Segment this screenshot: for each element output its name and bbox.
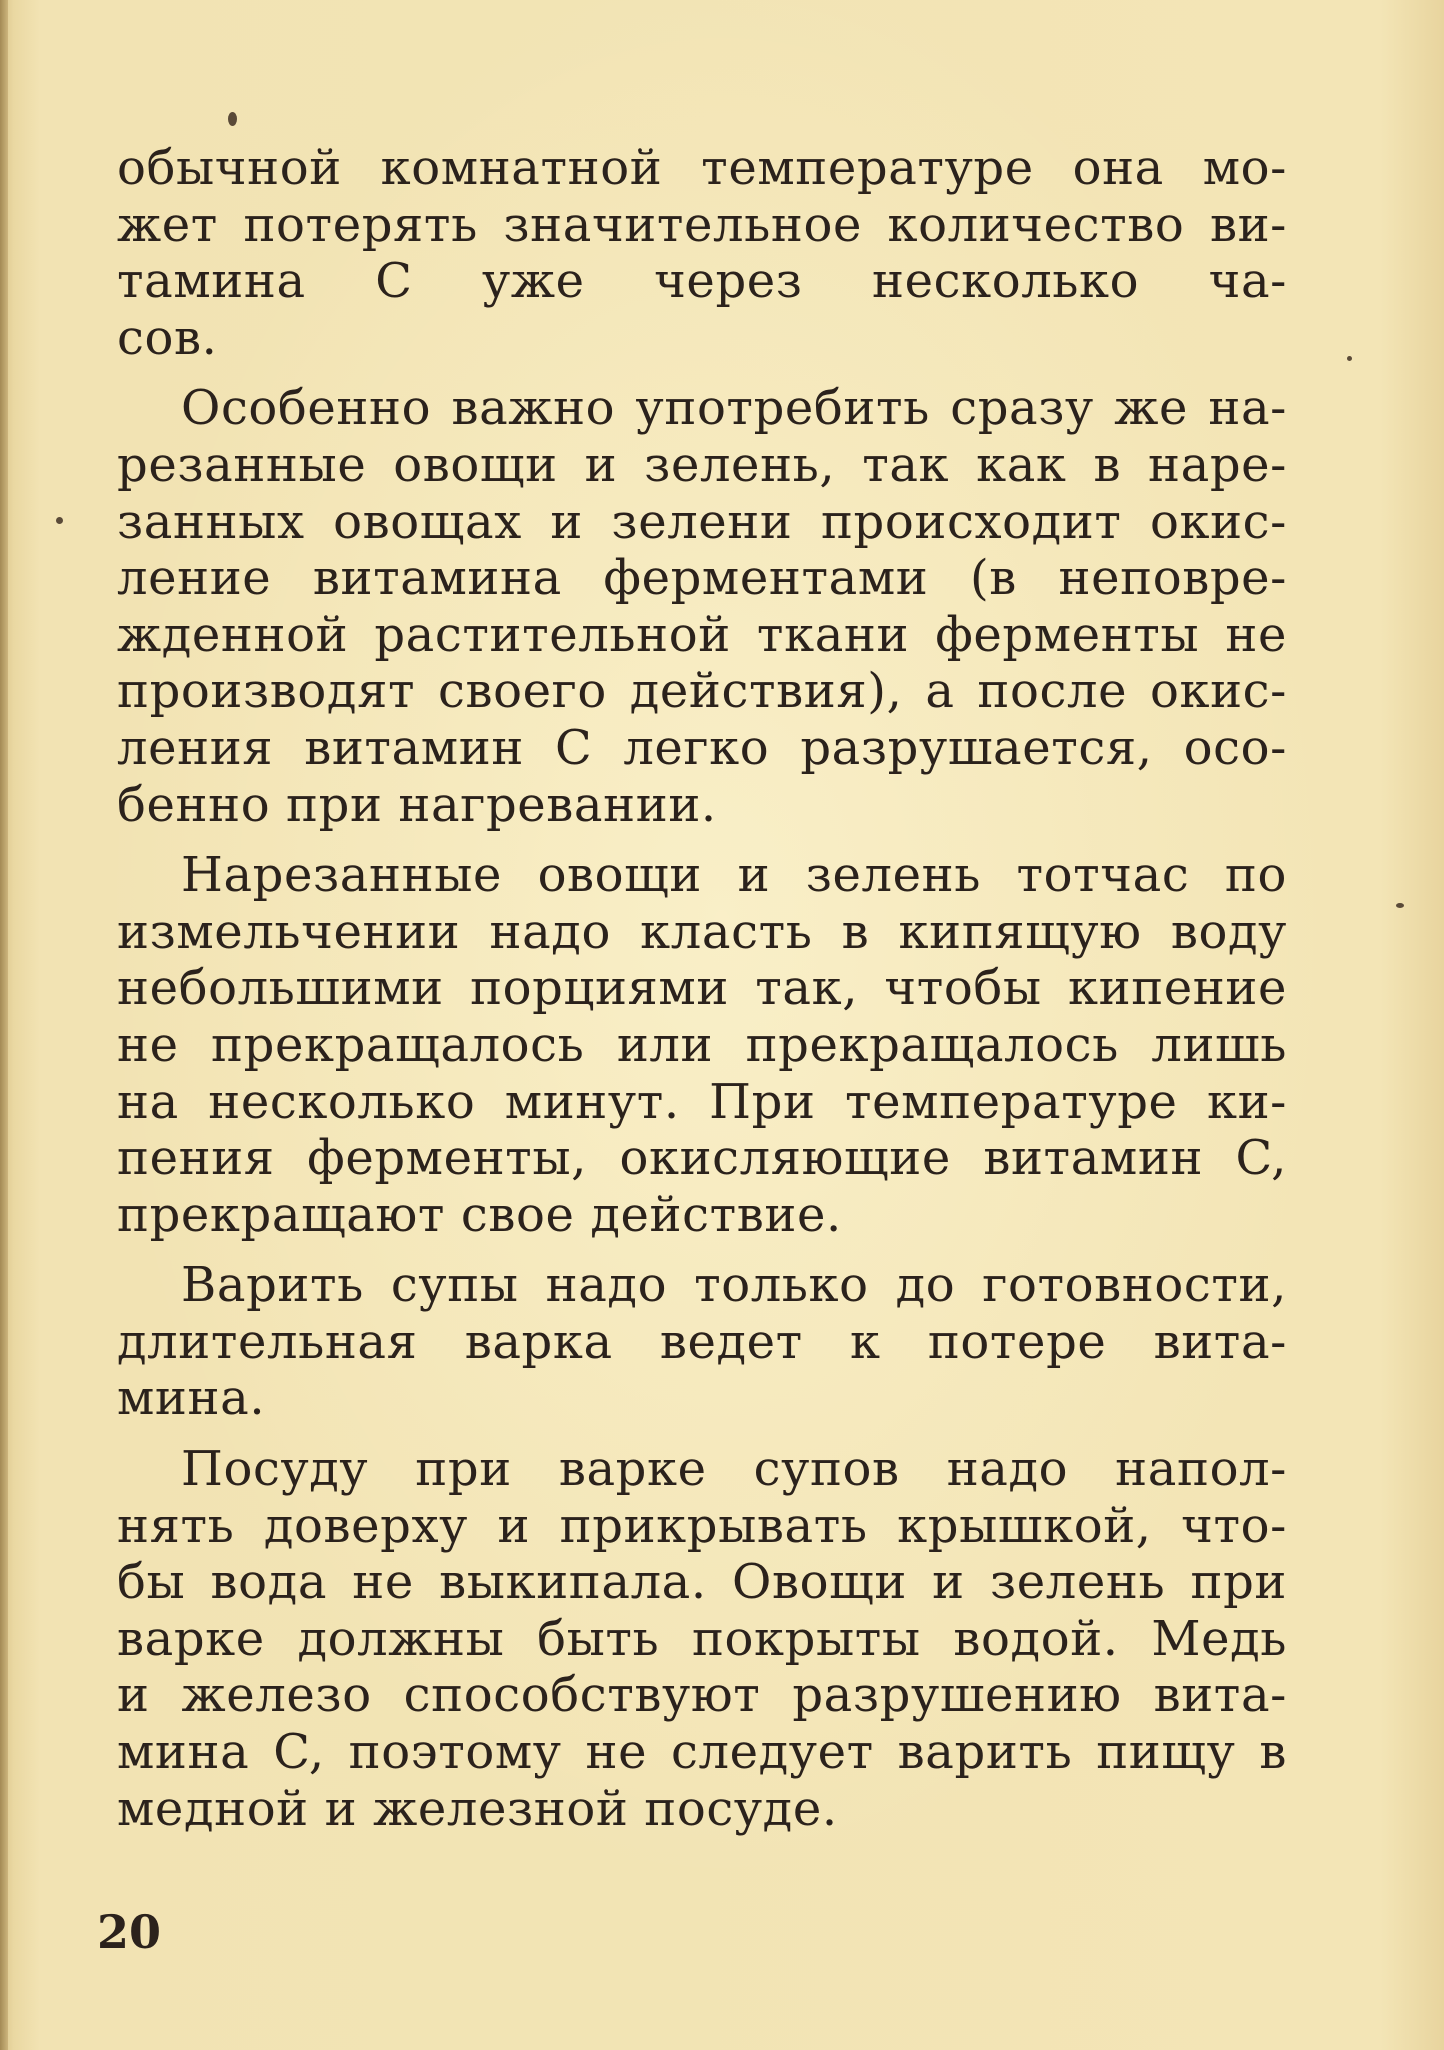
text-line: жет потерять значительное количество ви- [117,196,1287,253]
text-line: мина C, поэтому не следует варить пищу в [117,1724,1287,1781]
ink-speck [1396,903,1404,908]
text-line: и железо способствуют разрушению вита- [117,1667,1287,1724]
text-line: мина. [117,1370,266,1427]
text-line: ления витамин C легко разрушается, осо- [117,719,1287,776]
text-line: нять доверху и прикрывать крышкой, что- [117,1497,1287,1554]
text-line: бенно при нагревании. [117,776,717,833]
text-line: пения ферменты, окисляющие витамин C, [117,1130,1287,1187]
text-line: занных овощах и зелени происходит окис- [117,493,1287,550]
paragraph-3 [117,847,1287,1243]
ink-speck [1347,356,1352,361]
ink-speck [228,112,237,126]
text-line: медной и железной посуде. [117,1780,838,1837]
text-line: Варить супы надо только до готовности, [181,1257,1287,1314]
text-line: тамина C уже через несколько ча- [117,253,1287,310]
text-line: ление витамина ферментами (в неповре- [117,550,1287,607]
ink-speck [56,517,63,524]
page-binding-edge [0,0,8,2050]
text-line: обычной комнатной температуре она мо- [117,140,1287,196]
text-line: жденной растительной ткани ферменты не [117,606,1287,663]
text-line: небольшими порциями так, чтобы кипение [117,960,1287,1017]
text-line: бы вода не выкипала. Овощи и зелень при [117,1554,1287,1611]
text-line: не прекращалось или прекращалось лишь [117,1016,1287,1073]
text-line: длительная варка ведет к потере вита- [117,1313,1287,1370]
text-line: производят своего действия), а после окис- [117,663,1287,720]
body-text [117,140,1287,1851]
paragraph-1 [117,140,1287,366]
text-line: варке должны быть покрыты водой. Медь [117,1610,1287,1667]
text-line: прекращают свое действие. [117,1186,842,1243]
text-line: Нарезанные овощи и зелень тотчас по [181,847,1287,904]
paragraph-4 [117,1257,1287,1427]
text-line: измельчении надо класть в кипящую воду [117,903,1287,960]
text-line: Посуду при варке супов надо напол- [181,1441,1287,1498]
text-line: резанные овощи и зелень, так как в наре- [117,436,1287,493]
page-number: 20 [97,1905,162,1959]
paragraph-5 [117,1441,1287,1837]
paragraph-2 [117,380,1287,833]
text-line: на несколько минут. При температуре ки- [117,1073,1287,1130]
text-line: сов. [117,309,218,366]
text-line: Особенно важно употребить сразу же на- [181,380,1287,437]
